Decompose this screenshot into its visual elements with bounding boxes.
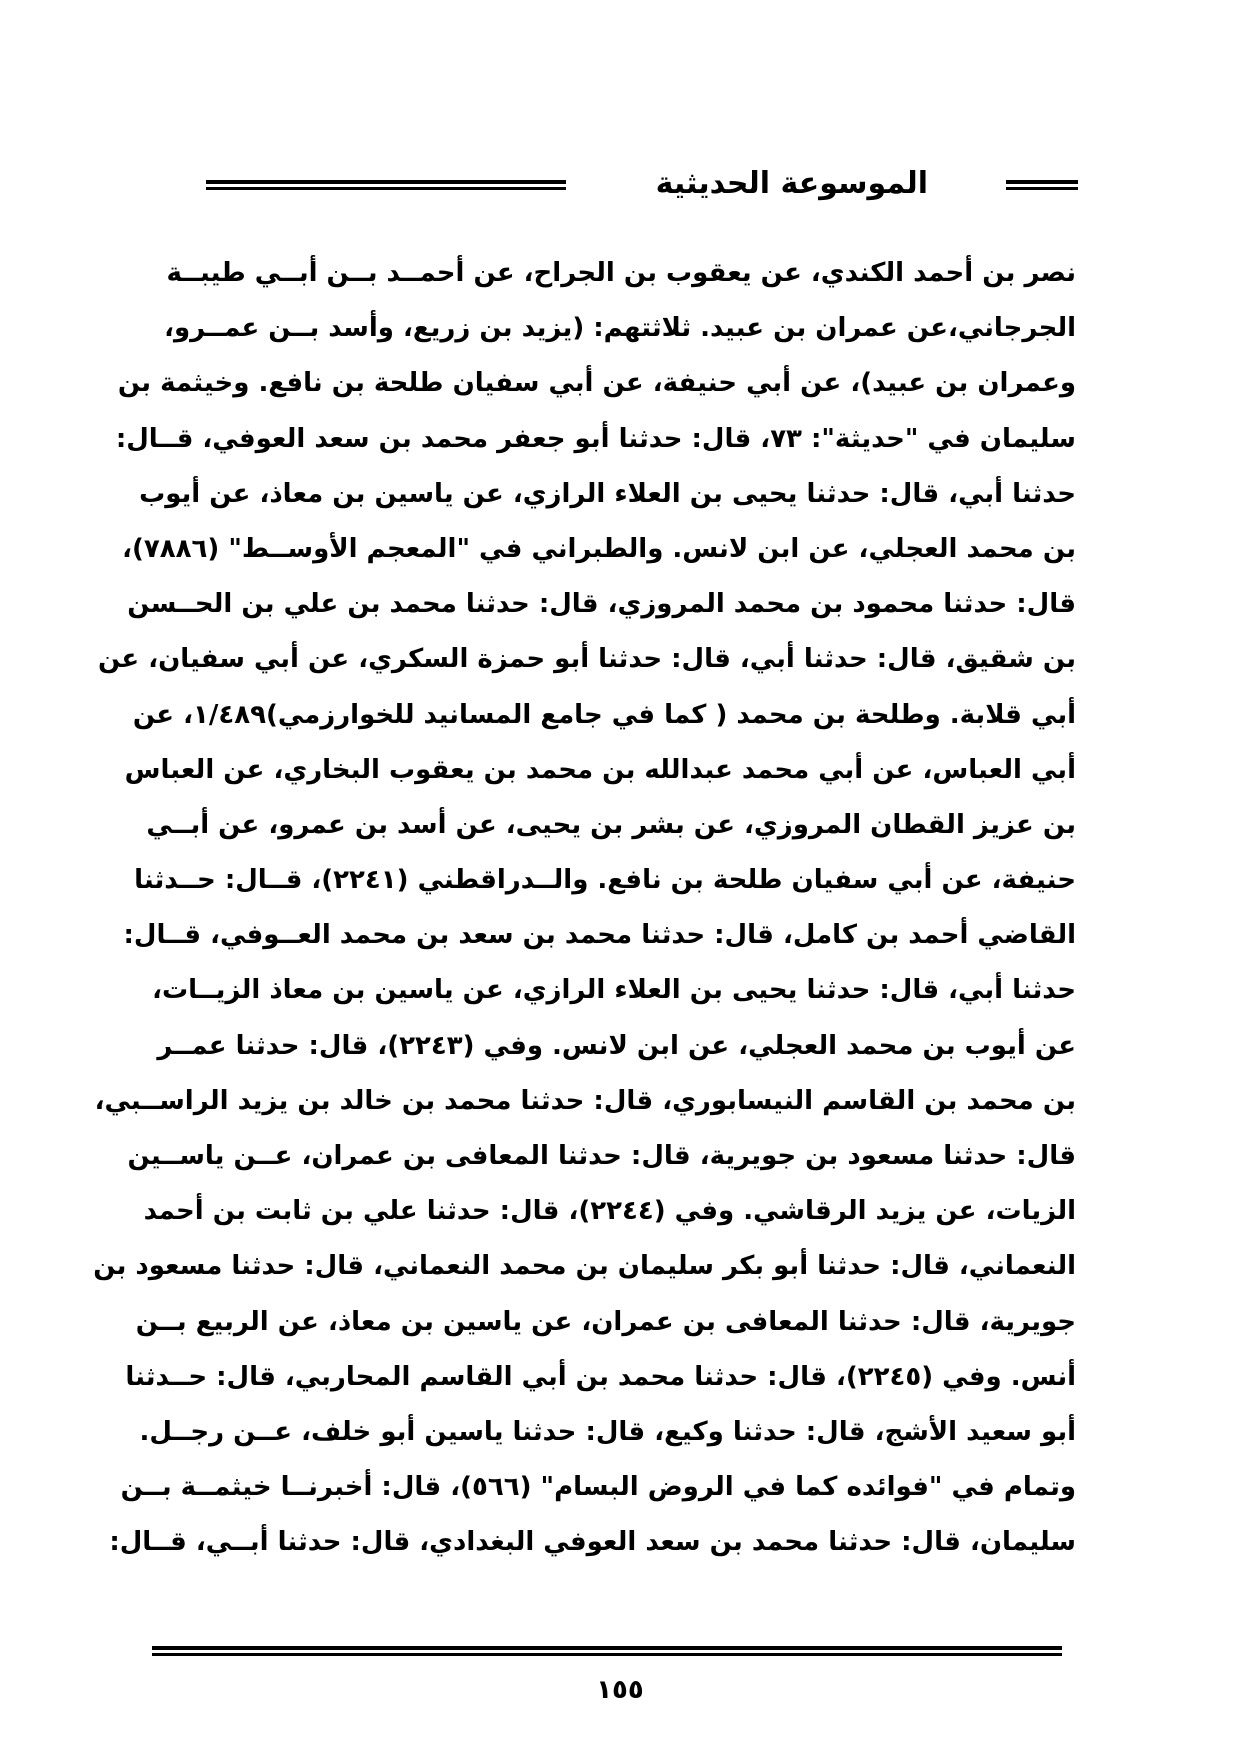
text-line: النعماني، قال: حدثنا أبو بكر سليمان بن محمد النعماني، قال: حدثنا مسعود بن [93, 1251, 1076, 1282]
text-line: قال: حدثنا محمود بن محمد المروزي، قال: حدثنا محمد بن علي بن الحــسن [127, 589, 1076, 620]
page-number: ١٥٥ [596, 1675, 644, 1705]
header-rule-right [1006, 180, 1078, 190]
text-line: أبي قلابة. وطلحة بن محمد ( كما في جامع المسانيد للخوارزمي)١/٤٨٩، عن [132, 699, 1076, 730]
text-line: نصر بن أحمد الكندي، عن يعقوب بن الجراح، عن أحمــد بــن أبــي طيبــة [166, 258, 1076, 288]
text-line: بن محمد العجلي، عن ابن لانس. والطبراني في "المعجم الأوســط" (٧٨٨٦)، [122, 533, 1076, 564]
text-line: عن أيوب بن محمد العجلي، عن ابن لانس. وفي (٢٢٤٣)، قال: حدثنا عمــر [157, 1030, 1076, 1061]
text-line: حنيفة، عن أبي سفيان طلحة بن نافع. والــدراقطني (٢٢٤١)، قــال: حــدثنا [134, 865, 1076, 896]
footer-rule [152, 1646, 1062, 1656]
text-line: بن عزيز القطان المروزي، عن بشر بن يحيى، عن أسد بن عمرو، عن أبــي [146, 809, 1076, 840]
text-line: أبو سعيد الأشج، قال: حدثنا وكيع، قال: حدثنا ياسين أبو خلف، عــن رجــل. [139, 1416, 1076, 1447]
text-line: بن شقيق، قال: حدثنا أبي، قال: حدثنا أبو حمزة السكري، عن أبي سفيان، عن [98, 644, 1076, 675]
running-header [206, 162, 1078, 206]
text-line: وعمران بن عبيد)، عن أبي حنيفة، عن أبي سفيان طلحة بن نافع. وخيثمة بن [117, 368, 1076, 399]
body-text [93, 246, 1076, 1571]
text-line: أنس. وفي (٢٢٤٥)، قال: حدثنا محمد بن أبي القاسم المحاربي، قال: حــدثنا [125, 1361, 1076, 1392]
text-line: سليمان، قال: حدثنا محمد بن سعد العوفي البغدادي، قال: حدثنا أبــي، قــال: [109, 1527, 1076, 1558]
header-title: الموسوعة الحديثية [655, 166, 928, 201]
text-line: حدثنا أبي، قال: حدثنا يحيى بن العلاء الرازي، عن ياسين بن معاذ الزيــات، [152, 975, 1076, 1006]
text-line: حدثنا أبي، قال: حدثنا يحيى بن العلاء الرازي، عن ياسين بن معاذ، عن أيوب [139, 478, 1076, 509]
text-line: بن محمد بن القاسم النيسابوري، قال: حدثنا محمد بن خالد بن يزيد الراســبي، [94, 1085, 1076, 1116]
text-line: الزيات، عن يزيد الرقاشي. وفي (٢٢٤٤)، قال: حدثنا علي بن ثابت بن أحمد [143, 1196, 1076, 1227]
text-line: قال: حدثنا مسعود بن جويرية، قال: حدثنا المعافى بن عمران، عــن ياســين [127, 1141, 1076, 1171]
text-line: جويرية، قال: حدثنا المعافى بن عمران، عن ياسين بن معاذ، عن الربيع بــن [135, 1306, 1076, 1337]
text-line: سليمان في "حديثة": ٧٣، قال: حدثنا أبو جعفر محمد بن سعد العوفي، قــال: [115, 423, 1076, 454]
text-line: أبي العباس، عن أبي محمد عبدالله بن محمد بن يعقوب البخاري، عن العباس [124, 754, 1076, 785]
text-line: وتمام في "فوائده كما في الروض البسام" (٥٦٦)، قال: أخبرنــا خيثمــة بــن [120, 1472, 1076, 1503]
header-rule-left [206, 180, 566, 190]
text-line: الجرجاني،عن عمران بن عبيد. ثلاثتهم: (يزيد بن زريع، وأسد بــن عمــرو، [164, 313, 1076, 344]
text-line: القاضي أحمد بن كامل، قال: حدثنا محمد بن سعد بن محمد العــوفي، قــال: [123, 920, 1076, 951]
